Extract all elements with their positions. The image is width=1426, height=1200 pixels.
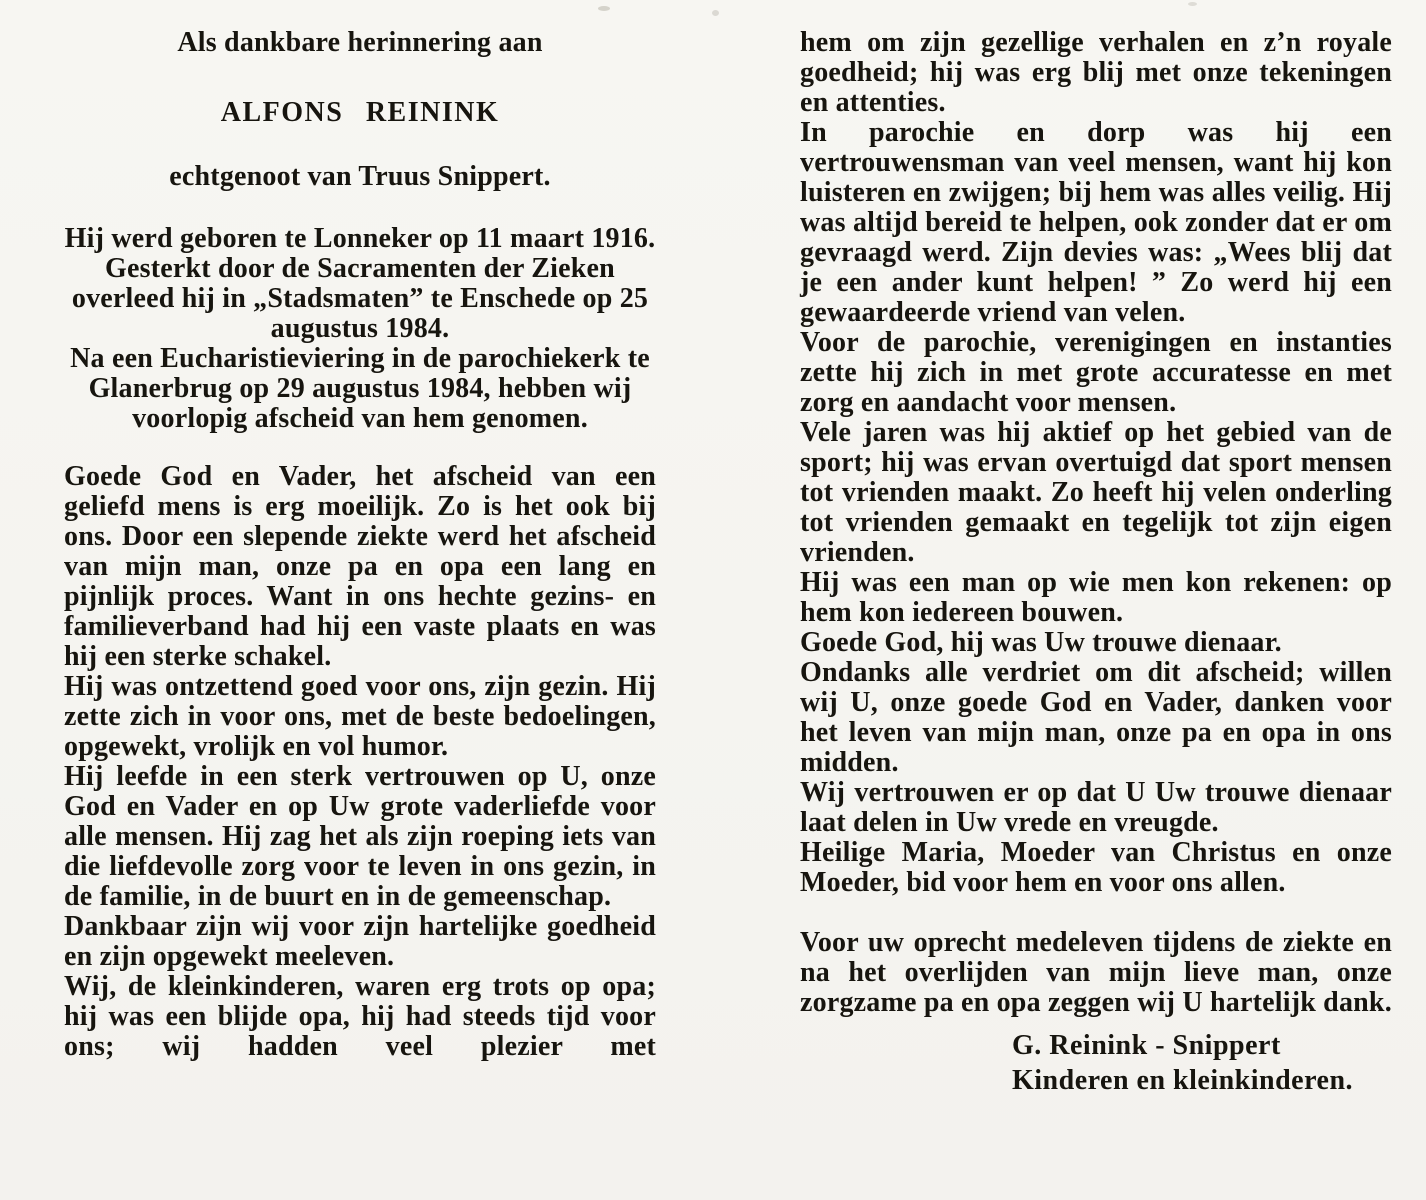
- body-paragraph: Goede God, hij was Uw trouwe dienaar.: [800, 627, 1282, 658]
- body-paragraph: Vele jaren was hij aktief op het gebied van de sport; hij was ervan overtuigd dat sport mensen tot vrienden maakt. Zo heeft hij velen onderling tot vrienden gemaakt en tegelijk tot zijn eigen vrienden.: [800, 417, 1392, 568]
- body-paragraph: Hij was ontzettend goed voor ons, zijn gezin. Hij zette zich in voor ons, met de beste bedoelingen, opgewekt, vrolijk en vol humor.: [64, 671, 656, 762]
- body-paragraph: Dankbaar zijn wij voor zijn hartelijke goedheid en zijn opgewekt meeleven.: [64, 911, 656, 972]
- body-paragraph: Goede God en Vader, het afscheid van een geliefd mens is erg moeilijk. Zo is het ook bij ons. Door een slepende ziekte werd het afscheid van mijn man, onze pa en opa een lang en pijnlijk proces. Want in ons hechte gezins- en familieverband had hij een vaste plaats en was hij een sterke schakel.: [64, 461, 656, 672]
- body-paragraph: In parochie en dorp was hij een vertrouwensman van veel mensen, want hij kon luisteren en zwijgen; bij hem was alles veilig. Hij was altijd bereid te helpen, ook zonder dat er om gevraagd werd. Zijn devies was: „Wees blij dat je een ander kunt helpen! ” Zo werd hij een gewaardeerde vriend van velen.: [800, 117, 1392, 328]
- signature-block: [1012, 1028, 1392, 1098]
- left-body-text: [64, 462, 656, 1062]
- spouse-line: echtgenoot van Truus Snippert.: [169, 161, 551, 192]
- body-paragraph: Wij vertrouwen er op dat U Uw trouwe dienaar laat delen in Uw vrede en vreugde.: [800, 777, 1392, 838]
- body-paragraph: Heilige Maria, Moeder van Christus en onze Moeder, bid voor hem en voor ons allen.: [800, 837, 1392, 898]
- left-column: [64, 28, 656, 1200]
- scan-artifact: [1188, 2, 1197, 6]
- intro-block: [64, 224, 656, 434]
- scan-artifact: [598, 6, 610, 11]
- closing-paragraph: Voor uw oprecht medeleven tijdens de ziekte en na het overlijden van mijn lieve man, onze zorgzame pa en opa zeggen wij U hartelijk dank.: [800, 927, 1392, 1018]
- dedication-line: Als dankbare herinnering aan: [177, 27, 543, 58]
- scan-artifact: [712, 10, 719, 16]
- signature-subline: Kinderen en kleinkinderen.: [1012, 1065, 1354, 1096]
- intro-paragraph: Na een Eucharistieviering in de parochiekerk te Glanerbrug op 29 augustus 1984, hebben wij voorlopig afscheid van hem genomen.: [70, 343, 650, 434]
- body-paragraph: hem om zijn gezellige verhalen en z’n royale goedheid; hij was erg blij met onze tekeningen en attenties.: [800, 27, 1392, 118]
- body-paragraph: Wij, de kleinkinderen, waren erg trots op opa; hij was een blijde opa, hij had steeds tijd voor ons; wij hadden veel plezier met: [64, 971, 656, 1062]
- body-paragraph: Hij was een man op wie men kon rekenen: op hem kon iedereen bouwen.: [800, 567, 1392, 628]
- signature-name: G. Reinink - Snippert: [1012, 1030, 1281, 1061]
- body-paragraph: Ondanks alle verdriet om dit afscheid; willen wij U, onze goede God en Vader, danken voor het leven van mijn man, onze pa en opa in ons midden.: [800, 657, 1392, 778]
- right-column: [800, 28, 1392, 1200]
- intro-paragraph: Hij werd geboren te Lonneker op 11 maart 1916. Gesterkt door de Sacramenten der Zieken overleed hij in „Stadsmaten” te Enschede op 25 augustus 1984.: [64, 223, 656, 344]
- deceased-name: ALFONS REININK: [220, 97, 500, 128]
- body-paragraph: Voor de parochie, verenigingen en instanties zette hij zich in met grote accuratesse en met zorg en aandacht voor mensen.: [800, 327, 1392, 418]
- body-paragraph: Hij leefde in een sterk vertrouwen op U, onze God en Vader en op Uw grote vaderliefde voor alle mensen. Hij zag het als zijn roeping iets van die liefdevolle zorg voor te leven in ons gezin, in de familie, in de buurt en in de gemeenschap.: [64, 761, 656, 912]
- right-body-text: [800, 28, 1392, 898]
